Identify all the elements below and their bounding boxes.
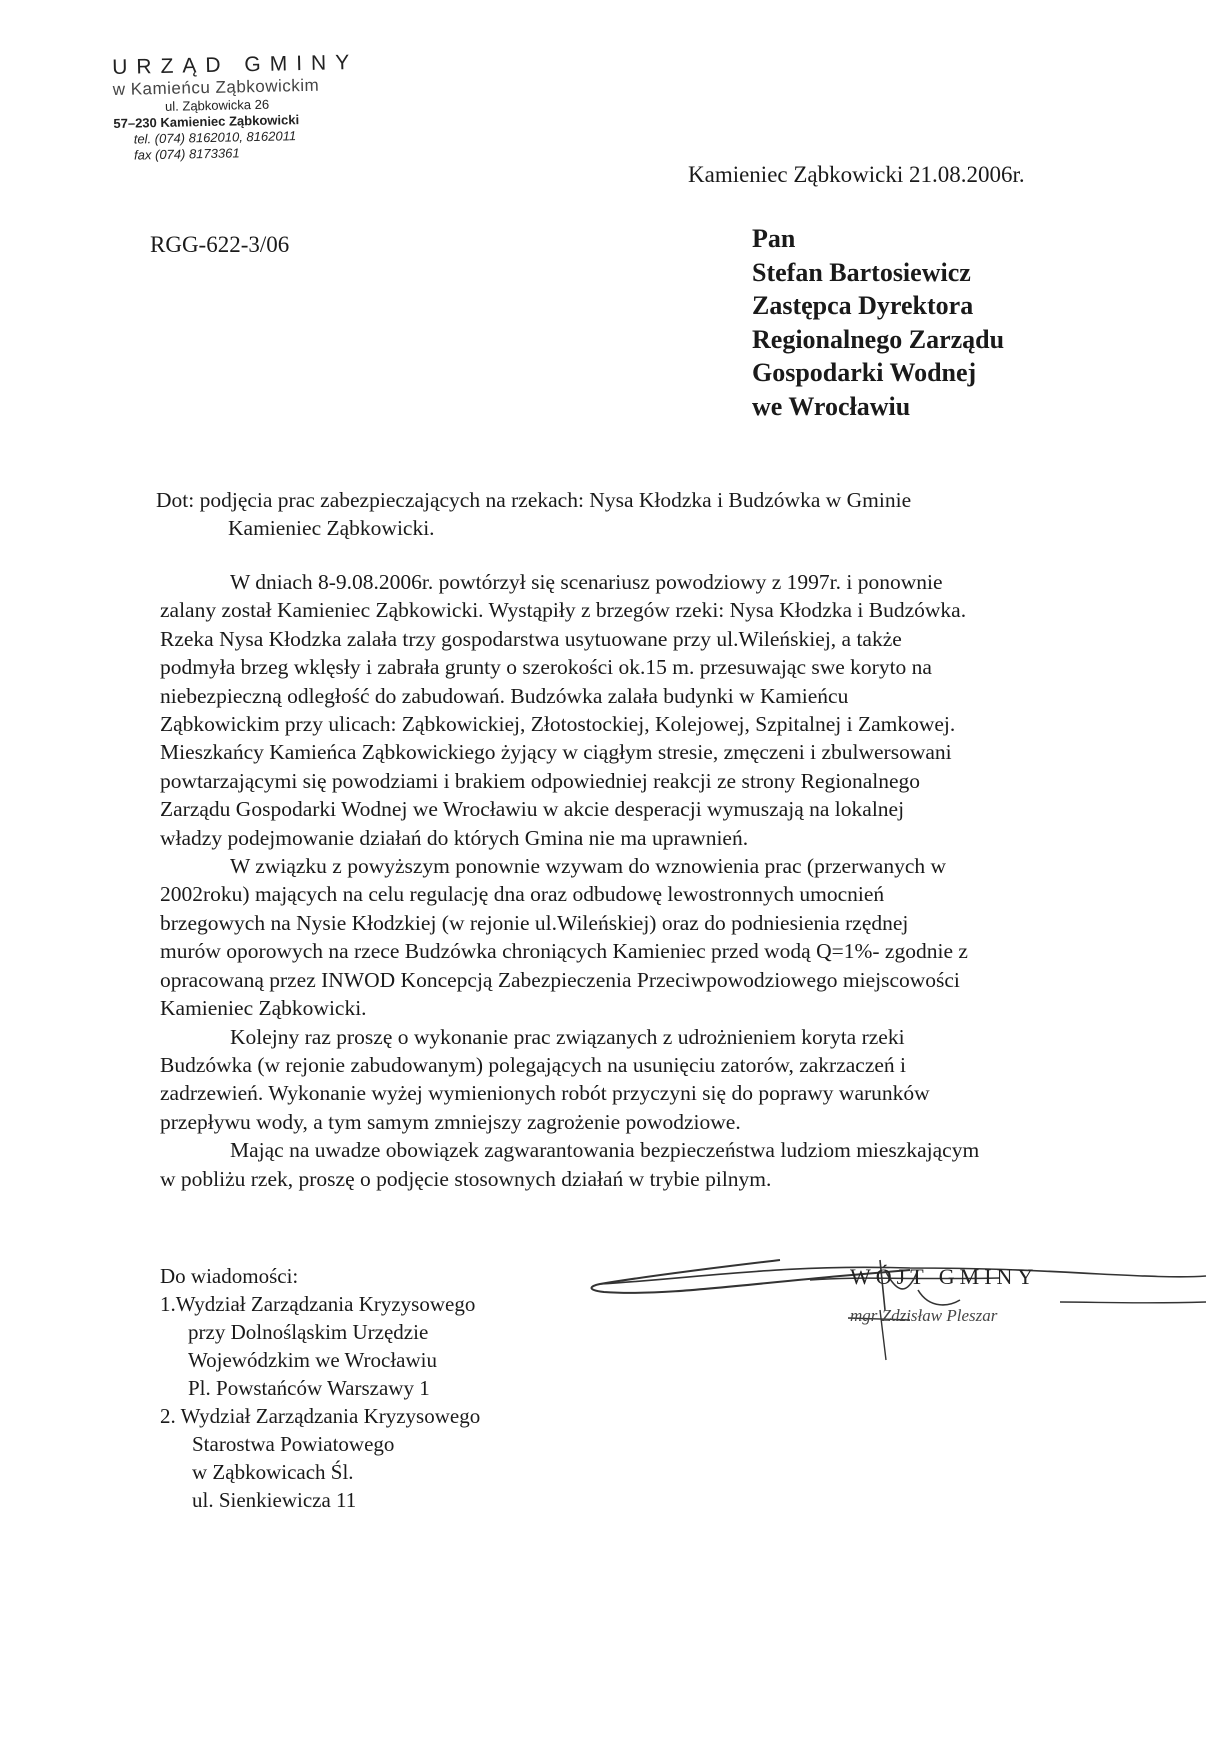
addressee-line: Pan [752,224,796,253]
signature-block [580,1240,1208,1380]
addressee-line: Regionalnego Zarządu [752,324,1005,354]
body-line: Kamieniec Ząbkowicki. [160,996,367,1021]
subject-line [156,486,911,542]
cc-list [160,1262,480,1514]
cc-line: 1.Wydział Zarządzania Kryzysowego [160,1292,476,1316]
body-line: władzy podejmowanie działań do których Gmina nie ma uprawnień. [160,825,749,850]
body-line: Kolejny raz proszę o wykonanie prac związanych z udrożnieniem koryta rzeki [230,1024,905,1049]
body-line: przepływu wody, a tym samym zmniejszy zagrożenie powodziowe. [160,1109,741,1134]
letter-body [160,568,1120,1193]
body-line: niebezpieczną odległość do zabudowań. Budzówka zalała budynki w Kamieńcu [160,683,849,708]
addressee-line: Gospodarki Wodnej [752,358,977,387]
body-line: brzegowych na Nysie Kłodzkiej (w rejonie ul.Wileńskiej) oraz do podniesienia rzędnej [160,910,909,935]
letterhead-stamp [112,50,414,164]
body-line: Mając na uwadze obowiązek zagwarantowania bezpieczeństwa ludziom mieszkającym [230,1138,980,1163]
body-line: Ząbkowickim przy ulicach: Ząbkowickiej, Złotostockiej, Kolejowej, Szpitalnej i Zamkowej. [160,712,956,737]
body-line: podmyła brzeg wklęsły i zabrała grunty o szerokości ok.15 m. przesuwając swe koryto na [160,655,932,680]
body-line: W dniach 8-9.08.2006r. powtórzył się scenariusz powodziowy z 1997r. i ponownie [230,570,943,594]
stamp-locality: w Kamieńcu Ząbkowickim [112,75,320,99]
body-line: zalany został Kamieniec Ząbkowicki. Wystąpiły z brzegów rzeki: Nysa Kłodzka i Budzówka. [160,598,967,623]
cc-line: Wojewódzkim we Wrocławiu [188,1348,438,1372]
body-line: Budzówka (w rejonie zabudowanym) polegających na usunięciu zatorów, zakrzaczeń i [160,1052,907,1077]
stamp-office-name: URZĄD GMINY [112,50,359,79]
addressee-line: Zastępca Dyrektora [752,291,974,320]
body-line: powtarzającymi się powodziami i brakiem odpowiedniej reakcji ze strony Regionalnego [160,768,921,793]
stamp-phone: tel. (074) 8162010, 8162011 [133,128,297,147]
cc-line: 2. Wydział Zarządzania Kryzysowego [160,1404,481,1428]
signature-title: WÓJT GMINY [850,1264,1039,1289]
subject-line-1: Dot: podjęcia prac zabezpieczających na rzekach: Nysa Kłodzka i Budzówka w Gminie [156,488,912,512]
place-and-date: Kamieniec Ząbkowicki 21.08.2006r. [688,162,1025,187]
subject-line-2: Kamieniec Ząbkowicki. [228,516,435,540]
body-line: Mieszkańcy Kamieńca Ząbkowickiego żyjący w ciągłym stresie, zmęczeni i zbulwersowani [160,740,952,765]
cc-line: przy Dolnośląskim Urzędzie [188,1320,429,1344]
addressee-line: we Wrocławiu [752,391,911,421]
reference-number: RGG-622-3/06 [150,232,290,257]
body-line: Zarządu Gospodarki Wodnej we Wrocławiu w akcie desperacji wymuszają na lokalnej [160,797,905,822]
body-line: opracowaną przez INWOD Koncepcją Zabezpieczenia Przeciwpowodziowego miejscowości [160,967,960,992]
body-line: w pobliżu rzek, proszę o podjęcie stosownych działań w trybie pilnym. [160,1166,772,1191]
body-line: zadrzewień. Wykonanie wyżej wymienionych robót przyczyni się do poprawy warunków [160,1081,930,1106]
body-line: murów oporowych na rzece Budzówka chroniących Kamieniec przed wodą Q=1%- zgodnie z [160,939,968,964]
cc-line: w Ząbkowicach Śl. [192,1460,354,1484]
stamp-postcode: 57–230 Kamieniec Ząbkowicki [113,112,300,131]
body-line: W związku z powyższym ponownie wzywam do wznowienia prac (przerwanych w [230,854,947,879]
cc-line: ul. Sienkiewicza 11 [192,1488,357,1512]
stamp-street: ul. Ząbkowicka 26 [164,96,270,114]
body-line: 2002roku) mających na celu regulację dna oraz odbudowę lewostronnych umocnień [160,882,885,907]
cc-line: Pl. Powstańców Warszawy 1 [188,1376,430,1400]
addressee-line: Stefan Bartosiewicz [752,257,971,287]
stamp-fax: fax (074) 8173361 [133,145,240,163]
cc-header: Do wiadomości: [160,1264,299,1288]
signature-name: mgr Zdzisław Pleszar [850,1306,998,1325]
cc-line: Starostwa Powiatowego [192,1432,395,1456]
addressee-block [752,222,1004,423]
body-line: Rzeka Nysa Kłodzka zalała trzy gospodarstwa usytuowane przy ul.Wileńskiej, a także [160,626,902,651]
